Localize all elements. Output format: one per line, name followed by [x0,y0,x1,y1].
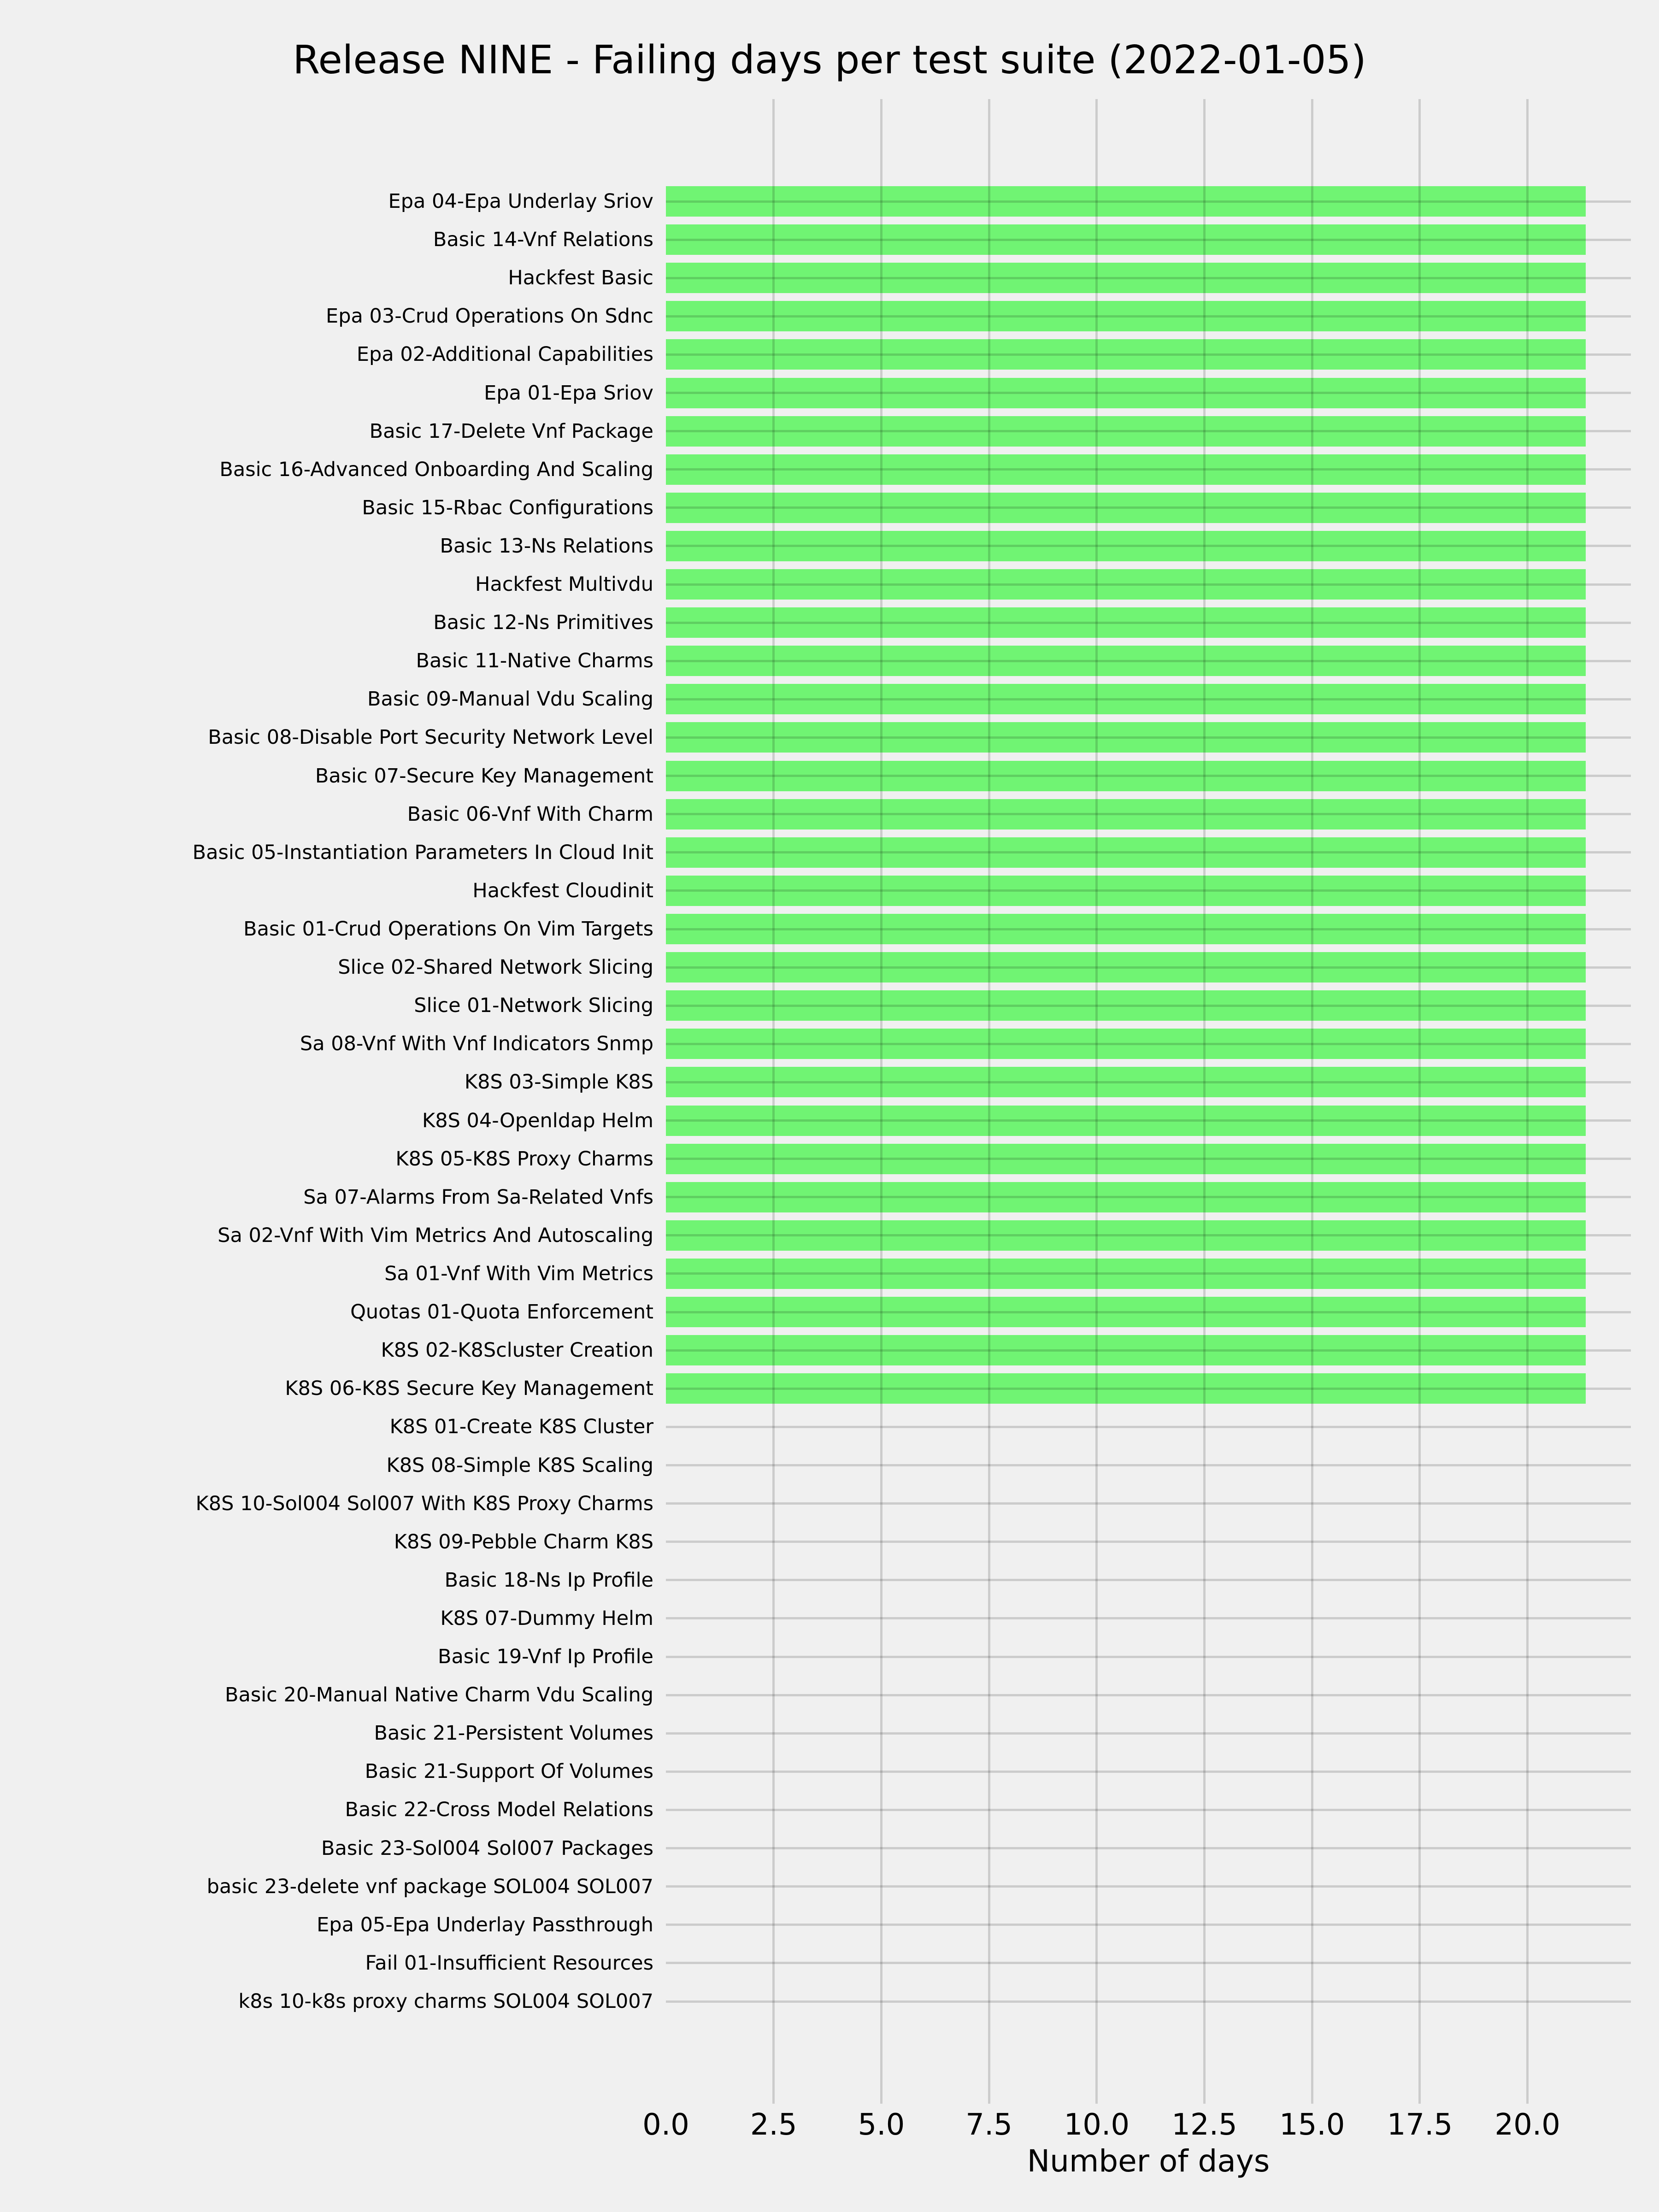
h-gridline [666,392,1631,394]
y-tick-label: K8S 01-Create K8S Cluster [389,1415,653,1439]
v-gridline [1526,99,1529,2104]
x-tick-label: 0.0 [642,2108,689,2142]
y-tick-label: Quotas 01-Quota Enforcement [350,1300,653,1324]
x-tick-label: 5.0 [858,2108,905,2142]
h-gridline [666,1388,1631,1390]
x-tick-label: 17.5 [1387,2108,1453,2142]
h-gridline [666,698,1631,700]
h-gridline [666,1617,1631,1619]
h-gridline [666,1196,1631,1198]
h-gridline [666,1081,1631,1083]
y-tick-label: K8S 06-K8S Secure Key Management [285,1377,653,1400]
h-gridline [666,1924,1631,1926]
y-tick-label: Basic 13-Ns Relations [440,534,653,558]
y-tick-label: Basic 17-Delete Vnf Package [369,419,653,443]
h-gridline [666,622,1631,624]
h-gridline [666,315,1631,318]
y-tick-label: Slice 02-Shared Network Slicing [338,956,653,979]
y-tick-label: Basic 06-Vnf With Charm [407,802,653,826]
h-gridline [666,1158,1631,1160]
v-gridline [880,99,882,2104]
h-gridline [666,1119,1631,1122]
y-tick-label: K8S 05-K8S Proxy Charms [395,1147,653,1171]
y-tick-label: Basic 21-Persistent Volumes [374,1722,653,1745]
y-tick-label: Epa 01-Epa Sriov [484,381,653,405]
v-gridline [1203,99,1206,2104]
y-axis-labels [0,99,653,2104]
y-tick-label: Slice 01-Network Slicing [414,994,653,1018]
h-gridline [666,813,1631,815]
h-gridline [666,1426,1631,1428]
y-tick-label: Basic 07-Secure Key Management [315,764,653,788]
h-gridline [666,1502,1631,1505]
h-gridline [666,889,1631,892]
y-tick-label: Sa 08-Vnf With Vnf Indicators Snmp [300,1032,653,1056]
h-gridline [666,468,1631,471]
v-gridline [772,99,775,2104]
h-gridline [666,1885,1631,1888]
v-gridline [988,99,990,2104]
h-gridline [666,851,1631,853]
h-gridline [666,200,1631,203]
y-tick-label: basic 23-delete vnf package SOL004 SOL007 [206,1875,653,1898]
x-tick-label: 20.0 [1494,2108,1560,2142]
y-tick-label: Hackfest Basic [508,266,653,290]
y-tick-label: k8s 10-k8s proxy charms SOL004 SOL007 [238,1990,653,2013]
h-gridline [666,239,1631,241]
y-tick-label: Epa 04-Epa Underlay Sriov [388,190,653,213]
y-tick-label: Sa 01-Vnf With Vim Metrics [384,1262,653,1285]
y-tick-label: Fail 01-Insufficient Resources [365,1951,653,1975]
h-gridline [666,277,1631,279]
y-tick-label: Basic 09-Manual Vdu Scaling [367,688,653,711]
y-tick-label: Basic 12-Ns Primitives [433,611,653,635]
x-tick-label: 10.0 [1064,2108,1130,2142]
y-tick-label: K8S 04-Openldap Helm [422,1109,653,1132]
h-gridline [666,1656,1631,1658]
y-tick-label: Epa 05-Epa Underlay Passthrough [317,1913,653,1936]
y-tick-label: Basic 11-Native Charms [416,649,653,673]
y-tick-label: K8S 10-Sol004 Sol007 With K8S Proxy Charms [195,1492,653,1515]
h-gridline [666,2000,1631,2003]
h-gridline [666,1809,1631,1811]
y-tick-label: Basic 20-Manual Native Charm Vdu Scaling [224,1683,653,1707]
h-gridline [666,1005,1631,1007]
h-gridline [666,1349,1631,1352]
h-gridline [666,928,1631,930]
y-tick-label: Basic 08-Disable Port Security Network Level [208,726,653,749]
h-gridline [666,1962,1631,1964]
y-tick-label: Basic 19-Vnf Ip Profile [437,1645,653,1669]
h-gridline [666,966,1631,969]
y-tick-label: K8S 09-Pebble Charm K8S [394,1530,653,1553]
h-gridline [666,736,1631,739]
y-tick-label: Basic 05-Instantiation Parameters In Cloud Init [192,841,653,864]
h-gridline [666,1694,1631,1696]
h-gridline [666,545,1631,547]
h-gridline [666,1732,1631,1735]
v-gridline [1418,99,1421,2104]
h-gridline [666,430,1631,432]
v-gridline [1095,99,1098,2104]
y-tick-label: Sa 02-Vnf With Vim Metrics And Autoscaling [218,1224,653,1247]
h-gridline [666,775,1631,777]
y-tick-label: Basic 16-Advanced Onboarding And Scaling [219,458,653,481]
y-tick-label: K8S 03-Simple K8S [464,1071,653,1094]
y-tick-label: Epa 02-Additional Capabilities [356,343,653,366]
y-tick-label: Epa 03-Crud Operations On Sdnc [326,305,653,328]
h-gridline [666,353,1631,356]
y-tick-label: K8S 07-Dummy Helm [440,1606,653,1630]
y-tick-label: Basic 01-Crud Operations On Vim Targets [243,918,653,941]
h-gridline [666,1541,1631,1543]
v-gridline [1311,99,1313,2104]
h-gridline [666,1043,1631,1045]
y-tick-label: Basic 21-Support Of Volumes [365,1760,653,1783]
h-gridline [666,506,1631,509]
h-gridline [666,1771,1631,1773]
x-tick-label: 12.5 [1171,2108,1237,2142]
x-tick-label: 2.5 [750,2108,797,2142]
h-gridline [666,583,1631,586]
y-tick-label: Hackfest Cloudinit [472,879,653,902]
y-tick-label: K8S 08-Simple K8S Scaling [386,1453,653,1477]
y-tick-label: Basic 15-Rbac Configurations [362,496,653,519]
h-gridline [666,1847,1631,1849]
y-tick-label: Basic 18-Ns Ip Profile [444,1568,653,1592]
chart-title: Release NINE - Failing days per test suite (2022-01-05) [293,37,1366,83]
x-tick-label: 15.0 [1279,2108,1345,2142]
y-tick-label: Basic 14-Vnf Relations [433,228,653,252]
h-gridline [666,1311,1631,1313]
y-tick-label: K8S 02-K8Scluster Creation [381,1339,653,1362]
h-gridline [666,1234,1631,1236]
x-tick-label: 7.5 [965,2108,1012,2142]
h-gridline [666,1579,1631,1581]
plot-area [666,99,1631,2104]
h-gridline [666,1464,1631,1466]
y-tick-label: Hackfest Multivdu [475,573,653,596]
h-gridline [666,1272,1631,1275]
y-tick-label: Basic 22-Cross Model Relations [345,1798,653,1822]
h-gridline [666,660,1631,662]
x-axis-label: Number of days [1027,2143,1270,2179]
y-tick-label: Sa 07-Alarms From Sa-Related Vnfs [303,1185,653,1209]
y-tick-label: Basic 23-Sol004 Sol007 Packages [321,1836,653,1860]
